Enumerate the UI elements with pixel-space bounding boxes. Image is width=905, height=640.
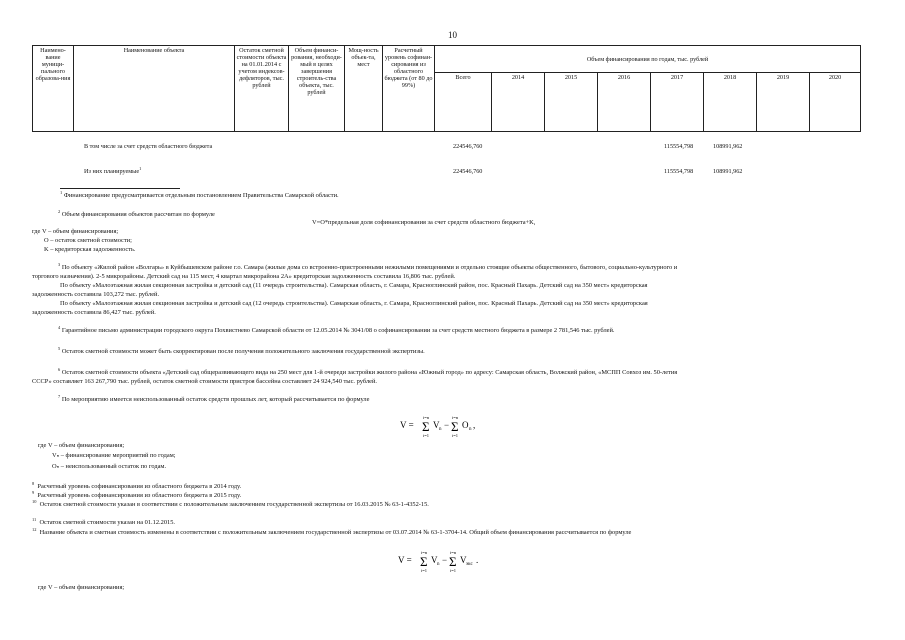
svg-text:,: , <box>473 420 476 430</box>
footnote-10: $^{10}$ Остаток сметной стоимости указан в соответствии с положительным заключением государственной экспертизы от 16.03.2015 № 63-1-4352-15. <box>32 498 429 508</box>
svg-text:i=1: i=1 <box>421 568 428 573</box>
row-label-planned: Из них планируемые$^1$ <box>84 165 142 175</box>
svg-text:n: n <box>469 427 472 432</box>
footnote-2-formula: V=O*предельная доля софинансирования за счет средств областного бюджета+K, <box>312 219 536 226</box>
footnote-3-line-d: задолженность составила 103,272 тыс. рублей. <box>32 291 160 298</box>
svg-text:−: − <box>442 555 448 565</box>
footnote-6-line-a: $^6$ Остаток сметной стоимости объекта «Детский сад общеразвивающего вида на 250 мест для 1-й очереди застройки жилого района «Южный город» по адресу: Самарская область, Волжский район, «МСПП Совхоз им. 50-летия <box>58 366 678 376</box>
svg-text:i=n: i=n <box>421 550 428 555</box>
header-yearly-financing: Объем финансирования по годам, тыс. рублей <box>435 46 861 73</box>
svg-text:i=1: i=1 <box>423 433 430 438</box>
formula-v-sum-minus-vexp <box>398 545 498 575</box>
header-year-2018: 2018 <box>704 73 757 132</box>
footnote-2-k: K – кредиторская задолженность. <box>44 246 136 253</box>
footnote-7-where: где V – объем финансирования; <box>38 442 125 449</box>
footnote-separator <box>60 188 180 189</box>
footnote-8: $^8$ Расчетный уровень софинансирования из областного бюджета в 2014 году. <box>32 480 242 490</box>
header-municipality: Наимено-вание муници-пального образова-ния <box>33 46 74 132</box>
footnote-7-title: $^7$ По мероприятию имеется неиспользованный остаток средств прошлых лет, который рассчитывается по формуле <box>58 393 370 403</box>
footnote-3-line-f: задолженность составила 86,427 тыс. рублей. <box>32 309 156 316</box>
svg-text:V =: V = <box>400 420 414 430</box>
footnote-4: $^4$ Гарантийное письмо администрации городского округа Похвистнево Самарской области от 12.05.2014 № 3041/08 о софинансировании за счет средств местного бюджета в размере 2 781,546 тыс. рублей. <box>58 324 615 334</box>
header-year-2015: 2015 <box>545 73 598 132</box>
header-total: Всего <box>435 73 492 132</box>
footnote-9: $^9$ Расчетный уровень софинансирования из областного бюджета в 2015 году. <box>32 489 242 499</box>
header-year-2019: 2019 <box>757 73 810 132</box>
footnote-7-on: Oₙ – неиспользованный остаток по годам. <box>52 463 167 470</box>
svg-text:V: V <box>433 420 440 430</box>
row-total-regional-budget: 224546,760 <box>453 143 483 150</box>
header-year-2017: 2017 <box>651 73 704 132</box>
svg-text:n: n <box>437 562 440 567</box>
header-year-2020: 2020 <box>810 73 861 132</box>
svg-text:i=n: i=n <box>423 415 430 420</box>
svg-text:экс: экс <box>466 562 473 567</box>
footnote-7-vn: Vₙ – финансирование мероприятий по годам; <box>52 452 176 459</box>
row-label-regional-budget: В том числе за счет средств областного бюджета <box>84 143 213 150</box>
footnote-12-where: где V – объем финансирования; <box>38 584 125 591</box>
formula-v-sum-minus-o <box>400 410 490 440</box>
footnote-12: $^{12}$ Название объекта и сметная стоимость изменены в соответствии с положительным заключением государственной экспертизы от 03.07.2014 № 63-1-3704-14. Общий объем финансирования рассчитывается по формуле <box>32 526 632 536</box>
footnote-2-o: O – остаток сметной стоимости; <box>44 237 132 244</box>
svg-text:i=1: i=1 <box>452 433 459 438</box>
svg-text:O: O <box>462 420 469 430</box>
footnote-3-line-c: По объекту «Малоэтажная жилая секционная застройка и детский сад (11 очередь строительства). Самарская область, г. Самара, Красноглинский район, пос. Красный Пахарь. Детский сад на 350 мест» кредиторская <box>60 282 648 289</box>
header-financing-volume: Объем финанси-рования, необходи-мый в целях завершения строитель-ства объекта, тыс. рублей <box>289 46 345 132</box>
header-year-2014: 2014 <box>492 73 545 132</box>
footnote-5: $^5$ Остаток сметной стоимости может быть скорректирован после получения положительного заключения государственной экспертизы. <box>58 345 425 355</box>
svg-text:Σ: Σ <box>451 419 459 434</box>
footnote-2-where: где V – объем финансирования; <box>32 228 119 235</box>
header-cofinancing-level: Расчетный уровень софинан-сирования из областного бюджета (от 80 до 99%) <box>383 46 435 132</box>
svg-text:Σ: Σ <box>449 554 457 569</box>
row-2018-regional-budget: 108991,962 <box>713 143 743 150</box>
svg-text:V: V <box>431 555 438 565</box>
footnote-6-line-b: СССР» составляет 163 267,790 тыс. рублей, остаток сметной стоимости пристроя бассейна составляет 24 924,540 тыс. рублей. <box>32 378 377 385</box>
footnote-1: $^1$ Финансирование предусматривается отдельным постановлением Правительства Самарской области. <box>60 189 339 199</box>
svg-text:i=n: i=n <box>452 415 459 420</box>
footnote-3-line-b: торгового назначения). 2-5 микрорайоны. Детский сад на 115 мест, 4 квартал микрорайона 2А» кредиторская задолженность составила 16,806 тыс. рублей. <box>32 273 456 280</box>
svg-text:i=1: i=1 <box>450 568 457 573</box>
svg-text:i=n: i=n <box>450 550 457 555</box>
footnote-3-line-a: $^3$ По объекту «Жилой район «Волгарь» в Куйбышевском районе г.о. Самара (жилые дома со встроенно-пристроенными нежилыми помещениями и отдельно стоящие объекты общественного, бытового, социально-культурного и <box>58 261 678 271</box>
footnote-11: $^{11}$ Остаток сметной стоимости указан на 01.12.2015. <box>32 516 176 526</box>
row-total-planned: 224546,760 <box>453 168 483 175</box>
svg-text:Σ: Σ <box>422 419 430 434</box>
row-2017-regional-budget: 115554,798 <box>664 143 694 150</box>
header-year-2016: 2016 <box>598 73 651 132</box>
row-2018-planned: 108991,962 <box>713 168 743 175</box>
footnote-2-title: $^2$ Объем финансирования объектов рассчитан по формуле <box>58 208 215 218</box>
row-2017-planned: 115554,798 <box>664 168 694 175</box>
svg-text:V: V <box>460 555 467 565</box>
svg-text:.: . <box>476 555 479 565</box>
header-object-name: Наименование объекта <box>74 46 235 132</box>
svg-text:−: − <box>444 420 450 430</box>
header-capacity: Мощ-ность объек-та, мест <box>345 46 383 132</box>
financing-table <box>32 45 861 132</box>
svg-text:n: n <box>439 427 442 432</box>
footnote-3-line-e: По объекту «Малоэтажная жилая секционная застройка и детский сад (12 очередь строительства). Самарская область, г. Самара, Красноглинский район, пос. Красный Пахарь. Детский сад на 350 мест» кредиторская <box>60 300 648 307</box>
svg-text:Σ: Σ <box>420 554 428 569</box>
page-number: 10 <box>448 30 457 40</box>
header-remaining-cost: Остаток сметной стоимости объекта на 01.01.2014 с учетом индексов-дефляторов, тыс. рублей <box>235 46 289 132</box>
svg-text:V =: V = <box>398 555 412 565</box>
